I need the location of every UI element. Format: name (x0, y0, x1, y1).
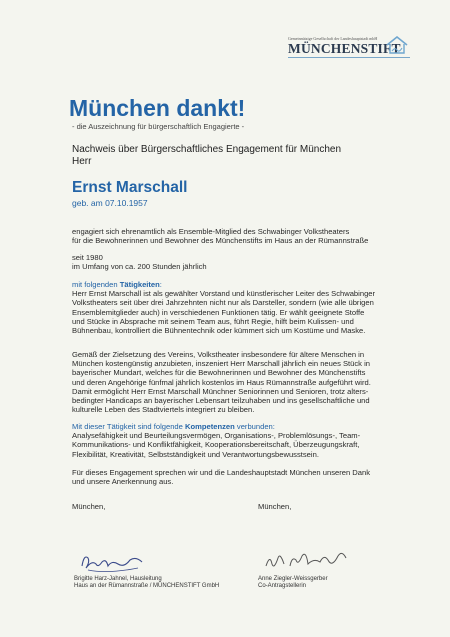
text-line: München kostengünstig anzubieten, inszeniert Herr Marschall jährlich ein neues Stück in (72, 359, 371, 369)
signer-right (258, 576, 328, 590)
document-heading (72, 144, 341, 168)
text-line: Flexibilität, Kreativität, Selbstständigkeit und Verantwortungsbewusstsein. (72, 449, 319, 459)
signer-left-name: Brigitte Harz-Jahnel, Hausleitung (74, 576, 162, 582)
thanks-paragraph (72, 468, 370, 486)
logo-divider (288, 57, 410, 58)
activities-section (72, 280, 375, 335)
text-line: Bühnenbau, kontrolliert die Bühnentechnik oder kümmert sich um Kostüme und Maske. (72, 326, 366, 336)
text-line: und unsere Anerkennung aus. (72, 477, 174, 487)
text-line: bedingter Handicaps an bayerischer Lebensart teilzuhaben und ins gesellschaftliche und (72, 396, 370, 406)
heading-line-1: Nachweis über Bürgerschaftliches Engagement für München (72, 144, 342, 155)
text-line: Volkstheaters seit über drei Jahrzehnten nicht nur als Darsteller, sondern (wie alle übrigen (72, 298, 374, 308)
logo-small-text: Gemeinnützige Gesellschaft der Landeshauptstadt mbH (288, 36, 378, 41)
text-line: Ensemblemitglieder auch) in verschiedenen Funktionen tätig. Er wählt geeignete Stoffe (72, 307, 365, 317)
text-line: bayerischer Mundart, welches für die Bewohnerinnen und Bewohner des Münchenstifts (72, 368, 366, 378)
activities-label: mit folgenden Tätigkeiten: (72, 280, 162, 289)
place-left: München, (72, 502, 106, 511)
intro-paragraph (72, 227, 368, 245)
text-line: und Stücke in Absprache mit seinem Team aus, führt Regie, hilft beim Kulissen- und (72, 316, 354, 326)
text-line: Analysefähigkeit und Beurteilungsvermögen, Organisations-, Problemlösungs-, Team- (72, 431, 361, 441)
text-line: und deren Angehörige fünfmal jährlich kostenlos im Haus Rümannstraße aufgeführt wird. (72, 377, 371, 387)
text-line: im Umfang von ca. 200 Stunden jährlich (72, 262, 207, 272)
text-line: für die Bewohnerinnen und Bewohner des Münchenstifts im Haus an der Rümannstraße (72, 236, 369, 246)
signer-left-org: Haus an der Rümannstraße / MÜNCHENSTIFT GmbH (74, 583, 220, 590)
house-logo-icon (386, 36, 408, 54)
page-title: München dankt! (69, 95, 246, 121)
muenchenstift-logo (288, 36, 410, 56)
competences-section (72, 422, 360, 459)
signer-left (74, 576, 219, 590)
person-name: Ernst Marschall (72, 179, 188, 196)
goal-paragraph (72, 350, 371, 414)
signature-right-icon (262, 546, 352, 576)
since-paragraph (72, 253, 207, 271)
text-line: Für dieses Engagement sprechen wir und die Landeshauptstadt München unseren Dank (72, 468, 371, 477)
competences-label: Mit dieser Tätigkeit sind folgende Kompetenzen verbunden: (72, 422, 275, 431)
text-line: engagiert sich ehrenamtlich als Ensemble-Mitglied des Schwabinger Volkstheaters (72, 227, 350, 236)
place-right: München, (258, 502, 292, 511)
logo-name: MÜNCHENSTIFT (288, 41, 401, 56)
page-subtitle: - die Auszeichnung für bürgerschaftlich Engagierte - (72, 122, 245, 131)
text-line: kulturelle Leben des Stadtviertels integriert zu bleiben. (72, 405, 255, 415)
heading-line-2: Herr (72, 156, 92, 167)
text-line: Damit ermöglicht Herr Ernst Marschall Münchner Seniorinnen und Senioren, trotz alters- (72, 386, 369, 396)
birth-date: geb. am 07.10.1957 (72, 198, 148, 208)
text-line: seit 1980 (72, 253, 103, 262)
text-line: Gemäß der Zielsetzung des Vereins, Volkstheater insbesondere für ältere Menschen in (72, 350, 365, 359)
signature-left-icon (78, 548, 148, 576)
text-line: Herr Ernst Marschall ist als gewählter Vorstand und künstlerischer Leiter des Schwabinger (72, 289, 376, 299)
text-line: Kommunikations- und Konfliktfähigkeit, Kooperationsbereitschaft, Überzeugungskraft, (72, 440, 360, 450)
signer-right-name: Anne Ziegler-Weissgerber (258, 576, 328, 582)
signer-right-role: Co-Antragstellerin (258, 583, 307, 590)
